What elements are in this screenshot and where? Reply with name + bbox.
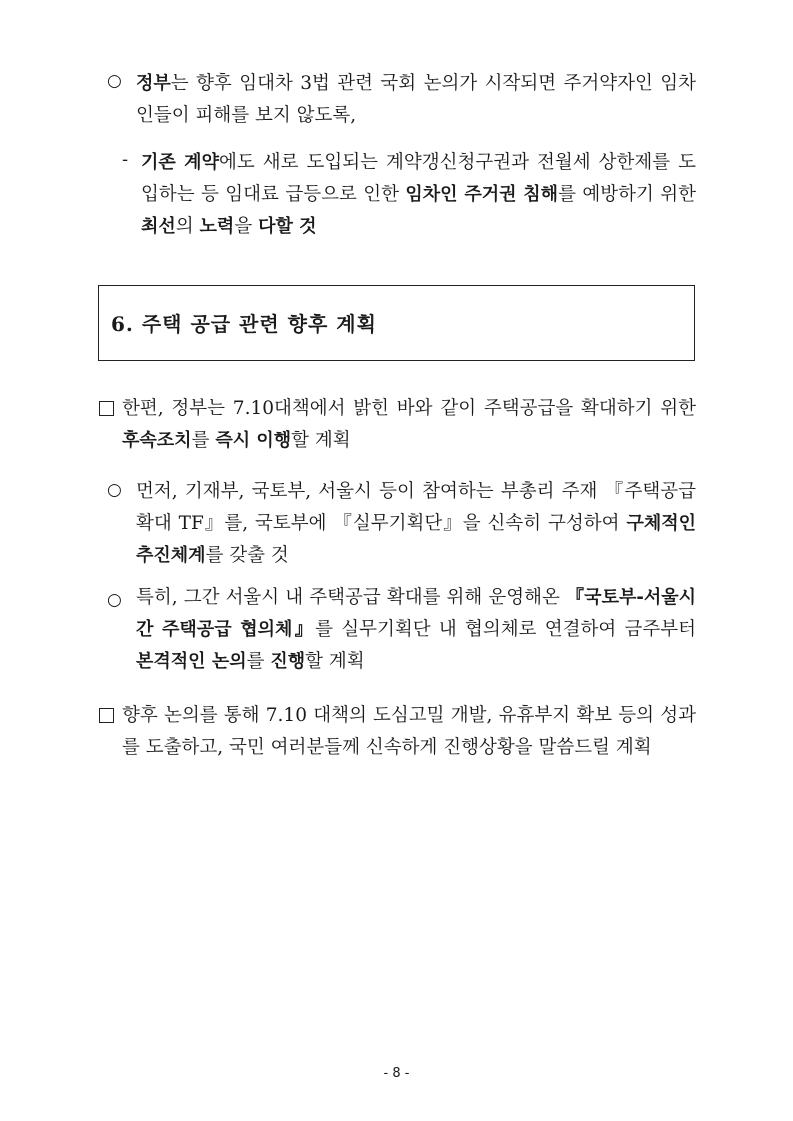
- square-bullet-icon: [99, 708, 114, 723]
- paragraph-council: 특히, 그간 서울시 내 주택공급 확대를 위해 운영해온 『국토부-서울시 간 주택공급 협의체』를 실무기획단 내 협의체로 연결하여 금주부터 본격적인 논의를 진행할 계획: [136, 587, 696, 672]
- section-heading: 6. 주택 공급 관련 향후 계획: [111, 312, 377, 336]
- circle-bullet-icon: ○: [107, 480, 122, 500]
- paragraph-future-discussion: 향후 논의를 통해 7.10 대책의 도심고밀 개발, 유휴부지 확보 등의 성과를 도출하고, 국민 여러분들께 신속하게 진행상황을 말씀드릴 계획: [122, 705, 696, 758]
- paragraph-task-force: 먼저, 기재부, 국토부, 서울시 등이 참여하는 부총리 주재 『주택공급확대 TF』를, 국토부에 『실무기획단』을 신속히 구성하여 구체적인 추진체계를 갖출 것: [136, 481, 696, 566]
- section-heading-box: [98, 285, 695, 361]
- circle-bullet-icon: ○: [107, 590, 122, 610]
- paragraph-housing-supply: 한편, 정부는 7.10대책에서 밝힌 바와 같이 주택공급을 확대하기 위한 후속조치를 즉시 이행할 계획: [122, 398, 696, 451]
- square-bullet-icon: [99, 401, 114, 416]
- dash-bullet-icon: -: [122, 150, 129, 170]
- circle-bullet-icon: ○: [107, 71, 122, 91]
- paragraph-existing-contracts: 기존 계약에도 새로 도입되는 계약갱신청구권과 전월세 상한제를 도입하는 등 임대료 급등으로 인한 임차인 주거권 침해를 예방하기 위한 최선의 노력을 다할 것: [141, 152, 696, 237]
- paragraph-government: 정부는 향후 임대차 3법 관련 국회 논의가 시작되면 주거약자인 임차인들이 피해를 보지 않도록,: [136, 73, 696, 126]
- page-number: - 8 -: [383, 1066, 410, 1081]
